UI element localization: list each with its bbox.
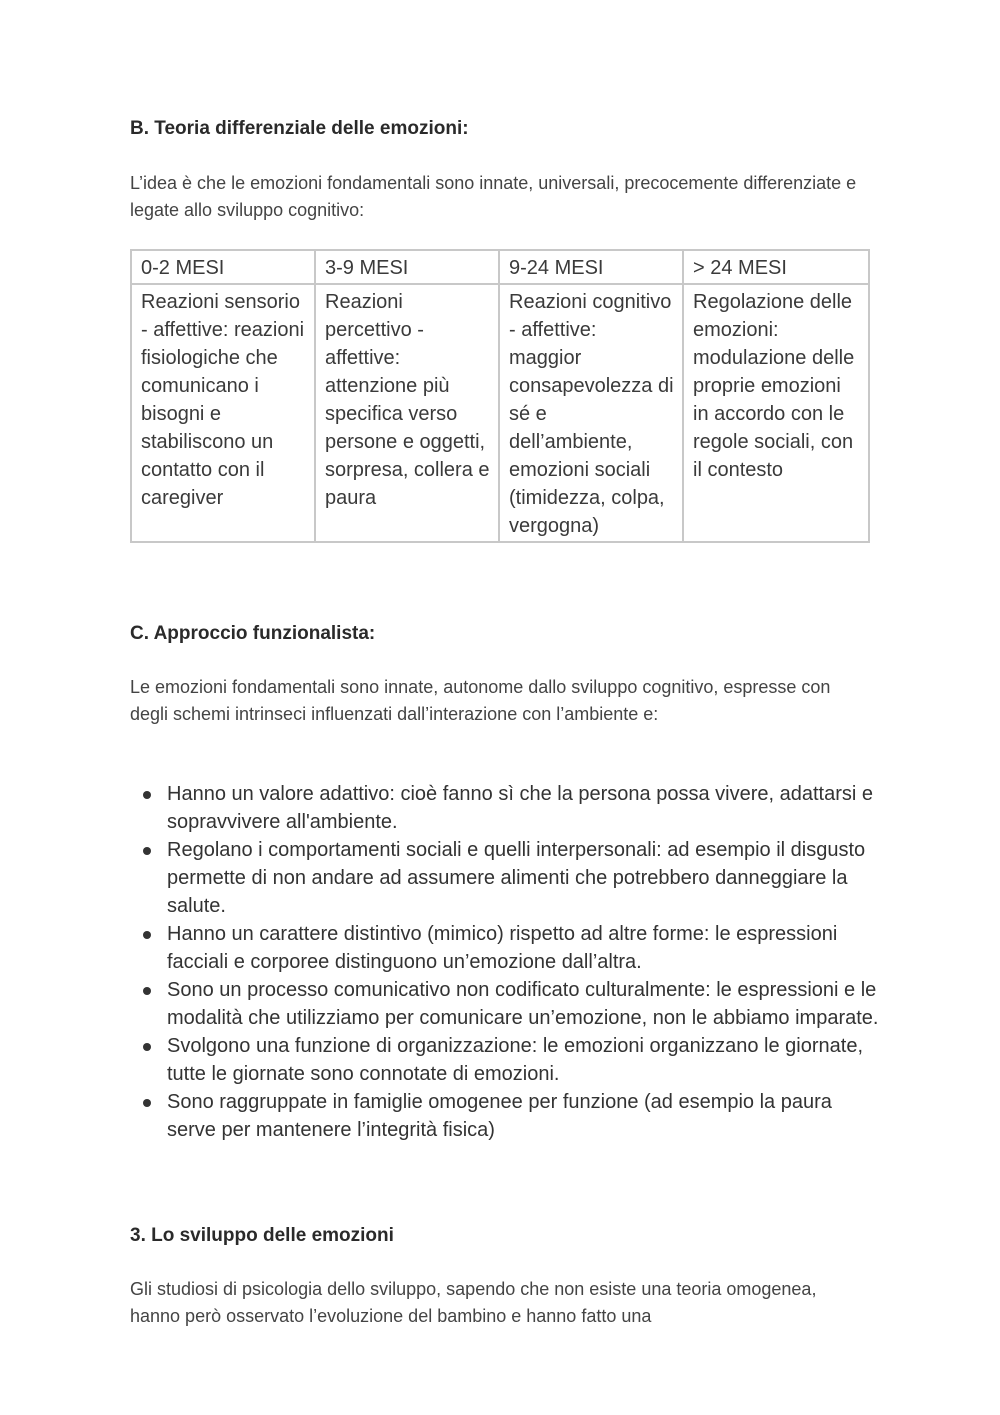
emotion-development-table	[130, 249, 870, 543]
list-item	[130, 836, 880, 920]
bullet-icon	[143, 791, 151, 799]
table-cell: Reazioni percettivo - affettive: attenzione più specifica verso persone e oggetti, sorpresa, collera e paura	[315, 284, 499, 542]
bullet-icon	[143, 987, 151, 995]
list-item-text: Sono un processo comunicativo non codificato culturalmente: le espressioni e le modalità che utilizziamo per comunicare un’emozione, non le abbiamo imparate.	[167, 979, 879, 1029]
list-item-text: Regolano i comportamenti sociali e quelli interpersonali: ad esempio il disgusto permette di non andare ad assumere alimenti che potrebbero danneggiare la salute.	[167, 839, 866, 917]
bullet-icon	[143, 931, 151, 939]
section-3-intro: Gli studiosi di psicologia dello sviluppo, sapendo che non esiste una teoria omogenea, hanno però osservato l’evoluzione del bambino e hanno fatto una	[130, 1279, 817, 1326]
table-row	[131, 284, 869, 542]
list-item	[130, 1088, 880, 1144]
list-item-text: Sono raggruppate in famiglie omogenee per funzione (ad esempio la paura serve per mantenere l’integrità fisica)	[167, 1091, 832, 1141]
table-header-row	[131, 250, 869, 284]
list-item	[130, 976, 880, 1032]
section-c-heading: C. Approccio funzionalista:	[130, 623, 376, 644]
table-header-cell: 9-24 MESI	[499, 250, 683, 284]
section-3-heading: 3. Lo sviluppo delle emozioni	[130, 1225, 394, 1246]
table-cell: Reazioni cognitivo - affettive: maggior consapevolezza di sé e dell’ambiente, emozioni sociali (timidezza, colpa, vergogna)	[499, 284, 683, 542]
table-header-cell: 0-2 MESI	[131, 250, 315, 284]
table-cell: Reazioni sensorio - affettive: reazioni fisiologiche che comunicano i bisogni e stabiliscono un contatto con il caregiver	[131, 284, 315, 542]
table-header-cell: > 24 MESI	[683, 250, 869, 284]
list-item	[130, 1032, 880, 1088]
bullet-icon	[143, 1099, 151, 1107]
table-header-cell: 3-9 MESI	[315, 250, 499, 284]
list-item	[130, 780, 880, 836]
section-b-intro: L’idea è che le emozioni fondamentali sono innate, universali, precocemente differenziate e legate allo sviluppo cognitivo:	[130, 173, 857, 220]
bullet-icon	[143, 847, 151, 855]
list-item	[130, 920, 880, 976]
list-item-text: Svolgono una funzione di organizzazione: le emozioni organizzano le giornate, tutte le giornate sono connotate di emozioni.	[167, 1035, 864, 1085]
list-item-text: Hanno un carattere distintivo (mimico) rispetto ad altre forme: le espressioni facciali e corporee distinguono un’emozione dall’altra.	[167, 923, 838, 973]
functions-bullet-list	[130, 780, 880, 1144]
section-b-heading: B. Teoria differenziale delle emozioni:	[130, 118, 469, 139]
bullet-icon	[143, 1043, 151, 1051]
section-c-intro: Le emozioni fondamentali sono innate, autonome dallo sviluppo cognitivo, espresse con degli schemi intrinseci influenzati dall’interazione con l’ambiente e:	[130, 677, 831, 724]
list-item-text: Hanno un valore adattivo: cioè fanno sì che la persona possa vivere, adattarsi e sopravvivere all'ambiente.	[167, 783, 873, 833]
table-cell: Regolazione delle emozioni: modulazione delle proprie emozioni in accordo con le regole sociali, con il contesto	[683, 284, 869, 542]
